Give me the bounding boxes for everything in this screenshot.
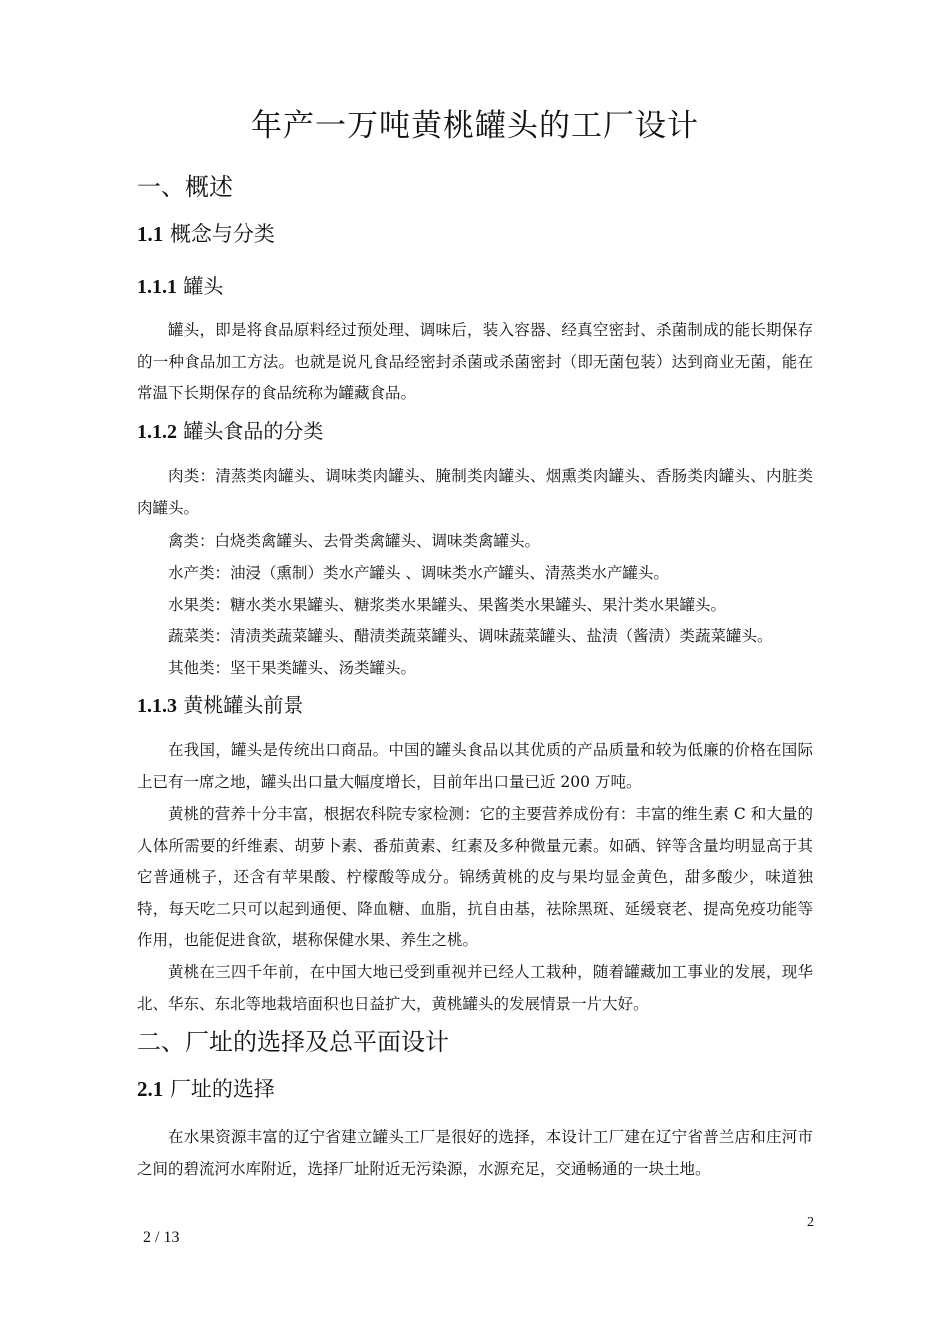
- section-title: 黄桃罐头前景: [183, 693, 304, 717]
- section-number: 1.1.1: [137, 276, 177, 298]
- paragraph-site-selection: 在水果资源丰富的辽宁省建立罐头工厂是很好的选择，本设计工厂建在辽宁省普兰店和庄河市之间的碧流河水库附近，选择厂址附近无污染源，水源充足，交通畅通的一块土地。: [137, 1128, 813, 1178]
- section-1-1-1-heading: [137, 270, 223, 299]
- section-number: 1.1.3: [137, 695, 177, 717]
- section-2-1-heading: [137, 1073, 275, 1103]
- section-number: 1.1: [137, 222, 164, 246]
- section-number: 2.1: [137, 1077, 164, 1101]
- section-title: 罐头: [183, 274, 224, 298]
- list-item-seafood: 水产类：油浸（熏制）类水产罐头 、调味类水产罐头、清蒸类水产罐头。: [168, 564, 669, 582]
- paragraph-canned-food-definition: 罐头，即是将食品原料经过预处理、调味后，装入容器、经真空密封、杀菌制成的能长期保存的一种食品加工方法。也就是说凡食品经密封杀菌或杀菌密封（即无菌包装）达到商业无菌，能在常温下长期保存的食品统称为罐藏食品。: [137, 321, 813, 402]
- list-item-vegetable: 蔬菜类：清渍类蔬菜罐头、醋渍类蔬菜罐头、调味蔬菜罐头、盐渍（酱渍）类蔬菜罐头。: [168, 627, 773, 645]
- paragraph-export-outlook: 在我国，罐头是传统出口商品。中国的罐头食品以其优质的产品质量和较为低廉的价格在国际上已有一席之地，罐头出口量大幅度增长，目前年出口量已近 200 万吨。: [137, 741, 813, 791]
- paragraph-nutrition: 黄桃的营养十分丰富，根据农科院专家检测：它的主要营养成份有：丰富的维生素 C 和大量的人体所需要的纤维素、胡萝卜素、番茄黄素、红素及多种微量元素。如硒、锌等含量均明显高于其它普通桃子，还含有苹果酸、柠檬酸等成分。锦绣黄桃的皮与果均显金黄色，甜多酸少，味道独特，每天吃二只可以起到通便、降血糖、血脂，抗自由基，祛除黑斑、延缓衰老、提高免疫功能等作用，也能促进食欲，堪称保健水果、养生之桃。: [137, 805, 813, 949]
- section-2-heading: 二、厂址的选择及总平面设计: [137, 1028, 449, 1056]
- section-1-heading: 一、概述: [137, 173, 233, 201]
- list-item-poultry: 禽类：白烧类禽罐头、去骨类禽罐头、调味类禽罐头。: [168, 532, 541, 550]
- list-item-other: 其他类：坚干果类罐头、汤类罐头。: [168, 659, 417, 677]
- page-indicator: 2 / 13: [143, 1229, 180, 1246]
- page-number: 2: [807, 1215, 814, 1230]
- section-title: 概念与分类: [169, 222, 275, 246]
- list-item-meat: 肉类：清蒸类肉罐头、调味类肉罐头、腌制类肉罐头、烟熏类肉罐头、香肠类肉罐头、内脏类肉罐头。: [137, 467, 813, 517]
- paragraph-cultivation: 黄桃在三四千年前，在中国大地已受到重视并已经人工栽种，随着罐藏加工事业的发展，现华北、华东、东北等地栽培面积也日益扩大，黄桃罐头的发展情景一片大好。: [137, 963, 813, 1013]
- document-title: 年产一万吨黄桃罐头的工厂设计: [251, 108, 699, 144]
- section-1-1-3-heading: [137, 689, 303, 718]
- list-item-fruit: 水果类：糖水类水果罐头、糖浆类水果罐头、果酱类水果罐头、果汁类水果罐头。: [168, 596, 727, 614]
- section-title: 厂址的选择: [169, 1077, 275, 1101]
- section-1-1-heading: [137, 218, 275, 248]
- section-title: 罐头食品的分类: [183, 419, 324, 443]
- section-number: 1.1.2: [137, 421, 177, 443]
- section-1-1-2-heading: [137, 415, 323, 444]
